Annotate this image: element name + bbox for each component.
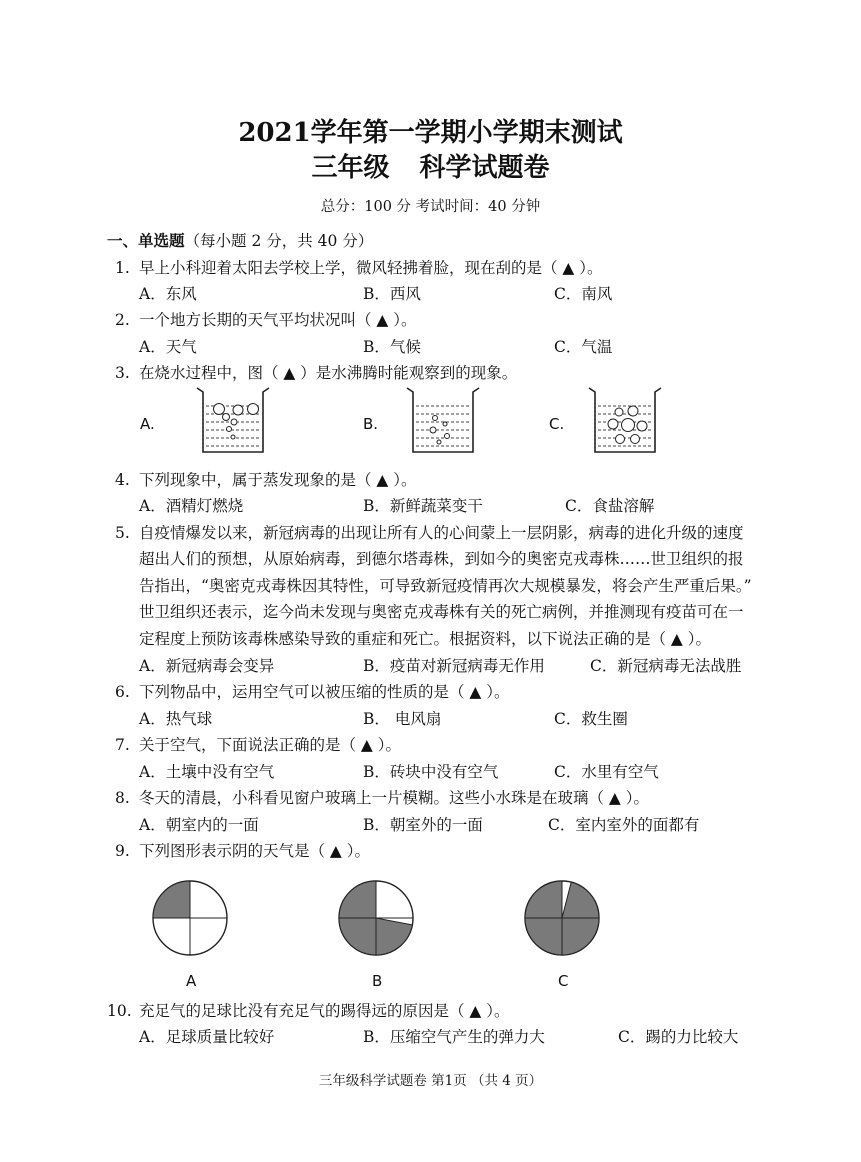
option-b: B．西风 — [363, 285, 421, 303]
question-number: 1. — [115, 259, 130, 277]
option-a: A．热气球 — [139, 710, 213, 728]
question-text: 早上小科迎着太阳去学校上学，微风轻拂着脸，现在刮的是（ ▲ ）。 — [139, 259, 603, 277]
question-text: 下列物品中，运用空气可以被压缩的性质的是（ ▲ ）。 — [139, 683, 510, 701]
question-text-line-5: 定程度上预防该毒株感染导致的重症和死亡。根据资料，以下说法正确的是（ ▲ ）。 — [139, 630, 712, 648]
option-c: C．南风 — [554, 285, 613, 303]
option-a: A. — [140, 415, 155, 433]
question-text-line-3: 告指出，“奥密克戎毒株因其特性，可导致新冠疫情再次大规模暴发，将会产生严重后果。” — [139, 577, 752, 595]
cloud-cover-pie-b-icon — [336, 878, 416, 958]
question-6 — [115, 680, 510, 702]
beaker-c-icon — [585, 384, 665, 456]
question-2 — [115, 308, 417, 330]
option-c: C. — [549, 415, 565, 433]
option-a: A．足球质量比较好 — [139, 1028, 275, 1046]
question-text: 一个地方长期的天气平均状况叫（ ▲ ）。 — [139, 311, 417, 329]
option-a: A．东风 — [139, 285, 197, 303]
option-b: B．新鲜蔬菜变干 — [363, 497, 483, 515]
pie-shaded-slice — [153, 881, 190, 918]
question-text-line-1: 自疫情爆发以来，新冠病毒的出现让所有人的心间蒙上一层阴影，病毒的进化升级的速度 — [139, 524, 744, 542]
option-b: B．气候 — [363, 338, 421, 356]
question-number: 4. — [115, 471, 130, 489]
option-a: A．朝室内的一面 — [139, 816, 259, 834]
question-number: 2. — [115, 311, 130, 329]
option-c: C．踢的力比较大 — [618, 1028, 739, 1046]
question-10 — [107, 999, 510, 1021]
grade-label: 三年级 — [311, 153, 390, 183]
option-c: C．食盐溶解 — [565, 497, 655, 515]
option-c: C．气温 — [554, 338, 613, 356]
question-number: 10. — [107, 1002, 132, 1020]
question-number: 8. — [115, 789, 130, 807]
question-text-line-4: 世卫组织还表示，迄今尚未发现与奥密克戎毒株有关的死亡病例，并推测现有疫苗可在一 — [139, 603, 744, 621]
option-c: C．室内室外的面都有 — [548, 816, 700, 834]
beaker-b-icon — [403, 384, 483, 456]
cloud-cover-pie-a-icon — [150, 878, 230, 958]
option-b: B．疫苗对新冠病毒无作用 — [363, 657, 545, 675]
question-4 — [115, 468, 417, 490]
beaker-a-icon — [193, 384, 273, 456]
question-9 — [115, 839, 370, 861]
question-text: 下列图形表示阴的天气是（ ▲ ）。 — [139, 842, 371, 860]
exam-subtitle — [0, 147, 861, 184]
question-number: 6. — [115, 683, 130, 701]
option-b: B．朝室外的一面 — [363, 816, 483, 834]
option-b: B．砖块中没有空气 — [363, 763, 499, 781]
question-number: 9. — [115, 842, 130, 860]
question-number: 3. — [115, 364, 130, 382]
subject-label: 科学试题卷 — [419, 153, 550, 183]
section-heading — [107, 229, 373, 251]
question-text: 关于空气，下面说法正确的是（ ▲ ）。 — [139, 736, 402, 754]
option-c: C．救生圈 — [554, 710, 628, 728]
option-b: B．压缩空气产生的弹力大 — [363, 1028, 545, 1046]
option-a: A．天气 — [139, 338, 197, 356]
question-text: 充足气的足球比没有充足气的踢得远的原因是（ ▲ ）。 — [139, 1002, 510, 1020]
question-3 — [115, 361, 517, 383]
pie-label-c: C — [558, 972, 569, 990]
section-title: 一、单选题 — [107, 231, 185, 250]
question-text: 冬天的清晨，小科看见窗户玻璃上一片模糊。这些小水珠是在玻璃（ ▲ ）。 — [139, 789, 650, 807]
section-note: （每小题 2 分，共 40 分） — [184, 232, 374, 250]
page-footer: 三年级科学试题卷 第1页 （共 4 页） — [318, 1073, 543, 1089]
option-c: C．水里有空气 — [554, 763, 659, 781]
question-1 — [115, 256, 603, 278]
option-c: C．新冠病毒无法战胜 — [590, 657, 742, 675]
pie-label-a: A — [186, 972, 197, 990]
cloud-cover-pie-c-icon — [522, 878, 602, 958]
option-a: A．土壤中没有空气 — [139, 763, 275, 781]
option-b: B. — [363, 415, 379, 433]
question-text: 下列现象中，属于蒸发现象的是（ ▲ ）。 — [139, 471, 417, 489]
question-8 — [115, 786, 649, 808]
question-5 — [115, 521, 744, 543]
option-b: B． 电风扇 — [363, 710, 442, 728]
question-number: 5. — [115, 524, 130, 542]
question-7 — [115, 733, 401, 755]
question-text-line-2: 超出人们的预想，从原始病毒，到德尔塔毒株，到如今的奥密克戎毒株……世卫组织的报 — [139, 550, 744, 568]
option-a: A．酒精灯燃烧 — [139, 497, 244, 515]
pie-label-b: B — [372, 972, 383, 990]
option-a: A．新冠病毒会变异 — [139, 657, 275, 675]
exam-title: 2021学年第一学期小学期末测试 — [238, 118, 623, 148]
question-number: 7. — [115, 736, 130, 754]
exam-meta: 总分：100 分 考试时间：40 分钟 — [320, 199, 541, 215]
question-text: 在烧水过程中，图（ ▲ ）是水沸腾时能观察到的现象。 — [139, 364, 518, 382]
